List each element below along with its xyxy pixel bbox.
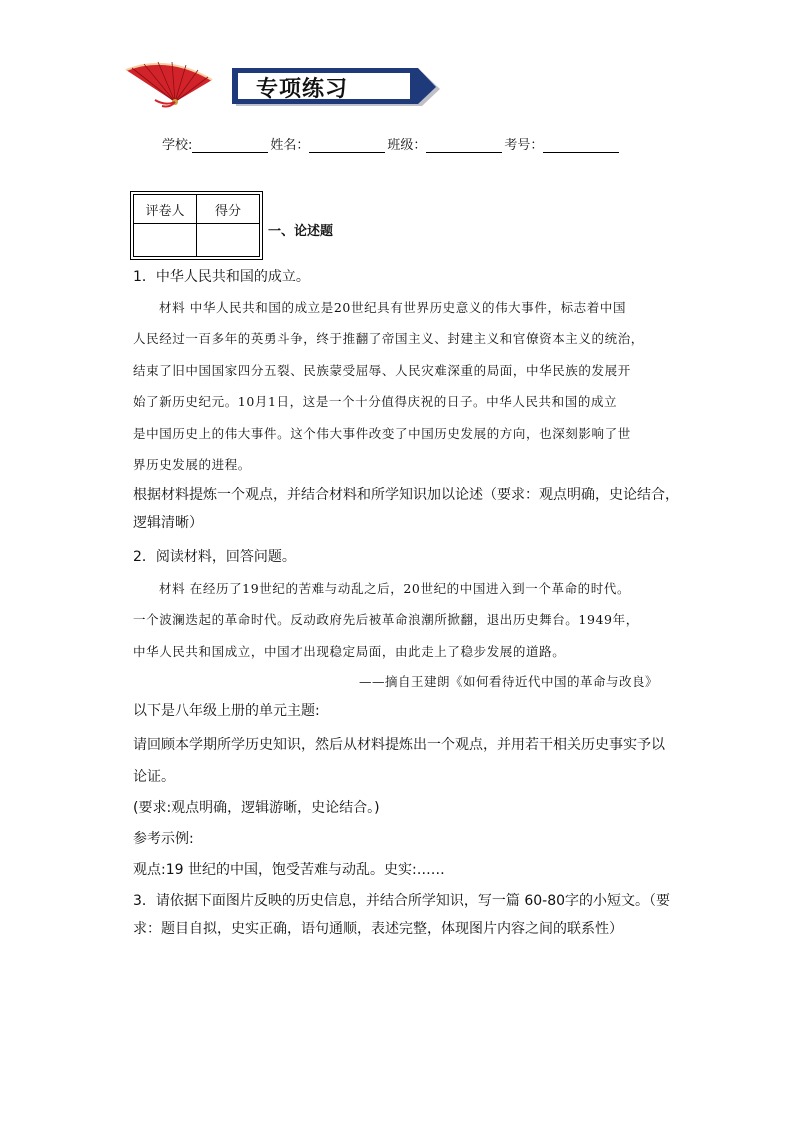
folding-fan-icon (120, 60, 215, 108)
score-cell[interactable] (197, 224, 260, 257)
q1-task-line: 根据材料提炼一个观点，并结合材料和所学知识加以论述（要求：观点明确，史论结合， (133, 487, 679, 503)
q1-material (133, 292, 663, 324)
grader-header: 评卷人 (134, 195, 197, 224)
q2-material-line: 材料 在经历了19世纪的苦难与动乱之后，20世纪的中国进入到一个革命的时代。 (159, 581, 631, 596)
q2-material (133, 573, 663, 605)
section-title: 一、论述题 (268, 224, 334, 239)
q2-requirement: (要求:观点明确，逻辑游晰，史论结合。) (133, 800, 380, 816)
q1-material-line: 是中国历史上的伟大事件。这个伟大事件改变了中国历史发展的方向，也深刻影响了世 (133, 425, 631, 441)
q2-example-text: 观点:19 世纪的中国，饱受苦难与动乱。史实:…… (133, 862, 445, 878)
q1-material-line: 结束了旧中国国家四分五裂、民族蒙受屈辱、人民灾难深重的局面，中华民族的发展开 (133, 362, 631, 378)
q1-material-line: 人民经过一百多年的英勇斗争，终于推翻了帝国主义、封建主义和官僚资本主义的统治， (133, 331, 644, 346)
q3-line: 3．请依据下面图片反映的历史信息，并结合所学知识，写一篇 60-80字的小短文。（要 (133, 893, 671, 909)
class-label: 班级： (387, 138, 427, 153)
name-label: 姓名： (270, 138, 310, 153)
grader-cell[interactable] (134, 224, 197, 257)
q1-material-line: 材料 中华人民共和国的成立是20世纪具有世界历史意义的伟大事件，标志着中国 (159, 300, 627, 315)
name-field[interactable] (309, 138, 385, 153)
q2-task-line: 请回顾本学期所学历史知识，然后从材料提炼出一个观点，并用若干相关历史事实予以 (133, 737, 665, 753)
q2-example-label: 参考示例: (133, 831, 194, 847)
q1-material-line: 始了新历史纪元。10月1日，这是一个十分值得庆祝的日子。中华人民共和国的成立 (133, 394, 618, 409)
score-table (133, 194, 260, 257)
q2-task (133, 734, 665, 788)
q2-task-line: 论证。 (133, 769, 175, 785)
q2-unit-line: 以下是八年级上册的单元主题: (133, 703, 320, 719)
q2-material-line: 中华人民共和国成立，中国才出现稳定局面，由此走上了稳步发展的道路。 (133, 643, 566, 659)
score-header: 得分 (197, 195, 260, 224)
q1-task (133, 484, 679, 534)
q3-line: 求：题目自拟，史实正确，语句通顺，表述完整，体现图片内容之间的联系性） (133, 921, 623, 937)
q2-stem: 2．阅读材料，回答问题。 (133, 549, 296, 565)
q3-prompt (133, 890, 670, 940)
q1-material-line: 界历史发展的进程。 (133, 457, 251, 472)
school-label: 学校: (162, 138, 193, 153)
exam-no-field[interactable] (543, 138, 619, 153)
q1-stem: 1．中华人民共和国的成立。 (133, 269, 310, 285)
student-info-line (162, 134, 621, 153)
class-field[interactable] (426, 138, 502, 153)
q2-source: ——摘自王建朗《如何看待近代中国的革命与改良》 (358, 674, 658, 689)
q2-material-cont (133, 604, 663, 667)
q2-material-line: 一个波澜迭起的革命时代。反动政府先后被革命浪潮所掀翻，退出历史舞台。1949年， (133, 612, 639, 627)
exam-no-label: 考号： (504, 138, 544, 153)
q1-task-line: 逻辑清晰） (133, 515, 203, 531)
q1-material-cont (133, 323, 663, 481)
banner-title: 专项练习 (256, 77, 349, 102)
school-field[interactable] (192, 138, 268, 153)
